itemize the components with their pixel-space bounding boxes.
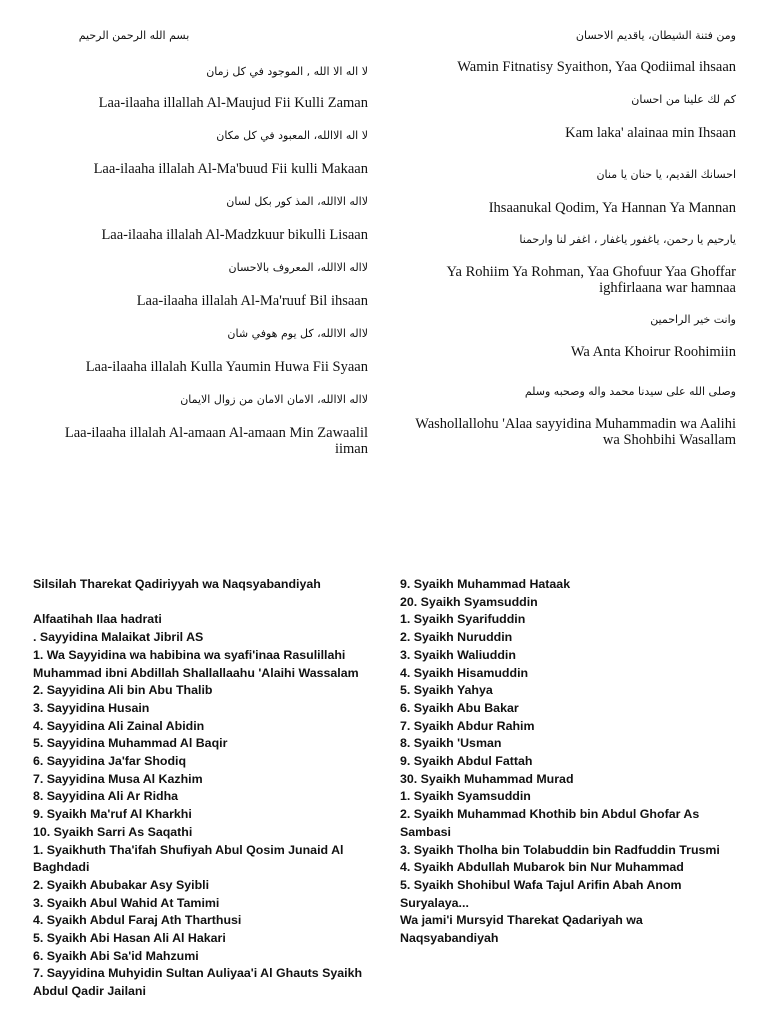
- list-item: 4. Syaikh Hisamuddin: [400, 665, 529, 680]
- latin-line: Wa Anta Khoirur Roohimiin: [570, 344, 736, 360]
- list-item: 1. Syaikhuth Tha'ifah Shufiyah Abul Qosim Junaid Al Baghdadi: [33, 842, 344, 875]
- list-item: 3. Syaikh Waliuddin: [400, 647, 516, 662]
- list-item: 6. Syaikh Abu Bakar: [400, 700, 519, 715]
- latin-line: Laa-ilaaha illalah Al-Ma'buud Fii kulli Makaan: [93, 161, 368, 177]
- list-item: 30. Syaikh Muhammad Murad: [400, 771, 574, 786]
- list-item: 4. Syaikh Abdullah Mubarok bin Nur Muhammad: [400, 860, 684, 875]
- list-item: 5. Syaikh Shohibul Wafa Tajul Arifin Abah Anom Suryalaya...: [400, 877, 682, 910]
- latin-line: Wamin Fitnatisy Syaithon, Yaa Qodiimal ihsaan: [457, 59, 736, 75]
- arabic-line: لا اله الا الله , الموجود في كل زمان: [206, 65, 368, 78]
- arabic-line: لا اله الاالله، المعبود في كل مكان: [216, 129, 368, 142]
- silsilah-right-list: [400, 576, 740, 948]
- list-item: 1. Syaikh Syamsuddin: [400, 789, 531, 804]
- list-item: 10. Syaikh Sarri As Saqathi: [33, 824, 193, 839]
- list-item: 2. Sayyidina Ali bin Abu Thalib: [33, 683, 213, 698]
- list-item: 6. Sayyidina Ja'far Shodiq: [33, 754, 187, 769]
- arabic-line: ومن فتنة الشيطان، ياقديم الاحسان: [575, 29, 736, 42]
- latin-line: Laa-ilaaha illalah Kulla Yaumin Huwa Fii Syaan: [85, 359, 368, 375]
- list-item: 9. Syaikh Ma'ruf Al Kharkhi: [33, 807, 192, 822]
- list-item: 9. Syaikh Abdul Fattah: [400, 754, 533, 769]
- list-item: 4. Syaikh Abdul Faraj Ath Tharthusi: [33, 913, 242, 928]
- arabic-line: يارحيم يا رحمن، ياغفور ياغفار ، اغفر لنا وارحمنا: [519, 233, 736, 246]
- list-item: 2. Syaikh Nuruddin: [400, 630, 513, 645]
- list-item: Alfaatihah Ilaa hadrati: [33, 612, 162, 627]
- list-item: 5. Syaikh Abi Hasan Ali Al Hakari: [33, 931, 226, 946]
- list-item: 3. Sayyidina Husain: [33, 700, 150, 715]
- arabic-line: لااله الاالله، المعروف بالاحسان: [228, 261, 368, 274]
- list-item: 7. Syaikh Abdur Rahim: [400, 718, 535, 733]
- list-item: 8. Sayyidina Ali Ar Ridha: [33, 789, 179, 804]
- list-item: 5. Sayyidina Muhammad Al Baqir: [33, 736, 228, 751]
- list-item: 1. Wa Sayyidina wa habibina wa syafi'inaa Rasulillahi Muhammad ibni Abdillah Shallallaahu 'Alaihi Wassalam: [33, 647, 359, 680]
- list-item: 2. Syaikh Muhammad Khothib bin Abdul Ghofar As Sambasi: [400, 807, 700, 839]
- arabic-line: لااله الاالله، كل يوم هوفي شان: [227, 327, 368, 340]
- dzikir-left-column: [40, 28, 368, 457]
- silsilah-title: Silsilah Tharekat Qadiriyyah wa Naqsyabandiyah: [33, 577, 321, 591]
- latin-line: Kam laka' alainaa min Ihsaan: [565, 125, 736, 141]
- latin-line: Laa-ilaaha illalah Al-Madzkuur bikulli Lisaan: [101, 227, 368, 243]
- silsilah-left-list: [33, 576, 363, 1001]
- list-item: 4. Sayyidina Ali Zainal Abidin: [33, 718, 205, 733]
- list-item: 7. Sayyidina Musa Al Kazhim: [33, 771, 203, 786]
- list-item: 7. Sayyidina Muhyidin Sultan Auliyaa'i Al Ghauts Syaikh Abdul Qadir Jailani: [33, 966, 363, 999]
- list-item: 8. Syaikh 'Usman: [400, 736, 502, 751]
- list-item: 5. Syaikh Yahya: [400, 683, 493, 698]
- dzikir-right-column: [398, 28, 736, 448]
- list-item: 1. Syaikh Syarifuddin: [400, 612, 526, 627]
- arabic-line: احسانك القديم، يا حنان يا منان: [596, 168, 736, 181]
- arabic-line: لااله الاالله، المذ كور بكل لسان: [226, 195, 368, 208]
- closing-line: Wa jami'i Mursyid Tharekat Qadariyah wa Naqsyabandiyah: [400, 913, 643, 946]
- blank-line: [33, 594, 363, 612]
- arabic-line: وصلى الله على سيدنا محمد واله وصحبه وسلم: [524, 385, 736, 398]
- list-item: 6. Syaikh Abi Sa'id Mahzumi: [33, 948, 199, 963]
- latin-line: Washollallohu 'Alaa sayyidina Muhammadin wa Aalihi wa Shohbihi Wasallam: [415, 416, 736, 448]
- list-item: 2. Syaikh Abubakar Asy Syibli: [33, 877, 210, 892]
- latin-line: Ya Rohiim Ya Rohman, Yaa Ghofuur Yaa Ghoffar ighfirlaana war hamnaa: [446, 264, 736, 296]
- arabic-line: وانت خير الراحمين: [650, 313, 736, 326]
- latin-line: Ihsaanukal Qodim, Ya Hannan Ya Mannan: [488, 200, 736, 216]
- arabic-line: كم لك علينا من احسان: [631, 93, 736, 106]
- list-item: 20. Syaikh Syamsuddin: [400, 594, 538, 609]
- latin-line: Laa-ilaaha illalah Al-Ma'ruuf Bil ihsaan: [136, 293, 368, 309]
- basmalah-arabic: بسم الله الرحمن الرحيم: [78, 29, 190, 42]
- latin-line: Laa-ilaaha illallah Al-Maujud Fii Kulli Zaman: [98, 95, 368, 111]
- list-item: 3. Syaikh Abul Wahid At Tamimi: [33, 895, 220, 910]
- list-item: 9. Syaikh Muhammad Hataak: [400, 577, 571, 591]
- list-item: . Sayyidina Malaikat Jibril AS: [33, 630, 204, 645]
- arabic-line: لااله الاالله، الامان الامان من زوال الايمان: [180, 393, 368, 406]
- latin-line: Laa-ilaaha illalah Al-amaan Al-amaan Min Zawaalil iiman: [64, 425, 368, 457]
- list-item: 3. Syaikh Tholha bin Tolabuddin bin Radfuddin Trusmi: [400, 842, 720, 857]
